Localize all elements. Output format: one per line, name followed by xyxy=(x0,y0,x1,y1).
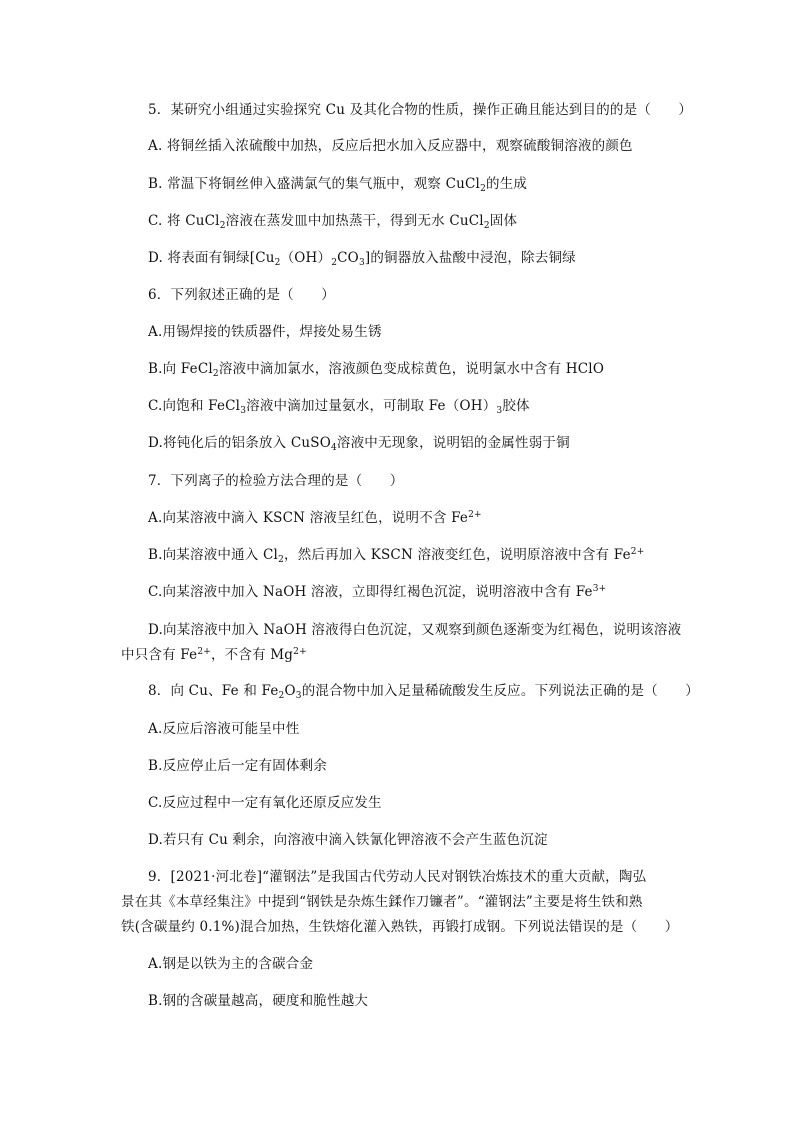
question-5-option-a: A. 将铜丝插入浓硫酸中加热，反应后把水加入反应器中，观察硫酸铜溶液的颜色 xyxy=(148,138,633,154)
question-9-option-b: B.钢的含碳量越高，硬度和脆性越大 xyxy=(148,993,369,1009)
question-8-option-a: A.反应后溶液可能呈中性 xyxy=(148,721,300,737)
question-6-stem: 6．下列叙述正确的是（ ） xyxy=(148,287,335,303)
question-9-stem-line3: 铁(含碳量约 0.1%)混合加热，生铁熔化灌入熟铁，再锻打成钢。下列说法错误的是（ ） xyxy=(121,919,679,935)
question-9-option-a: A.钢是以铁为主的含碳合金 xyxy=(148,956,314,972)
question-7-option-b: B.向某溶液中通入 $Cl_2$，然后再加入 KSCN 溶液变红色，说明原溶液中含有 $Fe^{2+}$ xyxy=(148,547,645,565)
question-6-option-b: B.向 FeCl$_2$溶液中滴加氯水，溶液颜色变成棕黄色，说明氯水中含有 HClO xyxy=(148,361,605,379)
question-9-stem-line2: 景在其《本草经集注》中提到“钢铁是杂炼生鍒作刀镰者”。“灌钢法”主要是将生铁和熟 xyxy=(121,894,643,910)
question-8-option-d: D.若只有 Cu 剩余，向溶液中滴入铁氰化钾溶液不会产生蓝色沉淀 xyxy=(148,832,548,848)
question-9-stem-line1: 9．[2021·河北卷]“灌钢法”是我国古代劳动人民对钢铁冶炼技术的重大贡献，陶弘 xyxy=(148,869,647,885)
question-8-option-c: C.反应过程中一定有氧化还原反应发生 xyxy=(148,795,382,811)
question-6-option-d: D.将钝化后的铝条放入 CuSO$_4$溶液中无现象，说明铝的金属性弱于铜 xyxy=(148,435,570,453)
question-6-option-a: A.用锡焊接的铁质器件，焊接处易生锈 xyxy=(148,324,382,340)
question-5-stem: 5．某研究小组通过实验探究 Cu 及其化合物的性质，操作正确且能达到目的的是（ ） xyxy=(148,102,693,118)
question-7-option-d-line1: D.向某溶液中加入 NaOH 溶液得白色沉淀，又观察到颜色逐渐变为红褐色，说明该溶液 xyxy=(148,622,682,638)
question-7-option-c: C.向某溶液中加入 NaOH 溶液，立即得红褐色沉淀，说明溶液中含有 $Fe^{3+}$ xyxy=(148,584,607,600)
question-7-option-a: A.向某溶液中滴入 KSCN 溶液呈红色，说明不含 $Fe^{2+}$ xyxy=(148,510,482,526)
question-7-option-d-line2: 中只含有 $Fe^{2+}$，不含有 $Mg^{2+}$ xyxy=(121,647,307,663)
question-6-option-c: C.向饱和 FeCl$_3$溶液中滴加过量氨水，可制取 $Fe(OH)_3$胶体 xyxy=(148,398,530,416)
question-8-stem: 8．向 Cu、Fe 和 $Fe_2O_3$的混合物中加入足量稀硫酸发生反应。下列说法正确的是（ ） xyxy=(148,683,699,701)
question-8-option-b: B.反应停止后一定有固体剩余 xyxy=(148,758,328,774)
question-5-option-c: C. 将 CuCl$_2$溶液在蒸发皿中加热蒸干，得到无水 CuCl$_2$固体 xyxy=(148,213,518,231)
question-7-stem: 7．下列离子的检验方法合理的是（ ） xyxy=(148,473,404,489)
question-5-option-d: D. 将表面有铜绿$[Cu_2(OH)_2CO_3]$的铜器放入盐酸中浸泡，除去铜绿 xyxy=(148,250,576,268)
question-5-option-b: B. 常温下将铜丝伸入盛满氯气的集气瓶中，观察 CuCl$_2$的生成 xyxy=(148,176,528,194)
